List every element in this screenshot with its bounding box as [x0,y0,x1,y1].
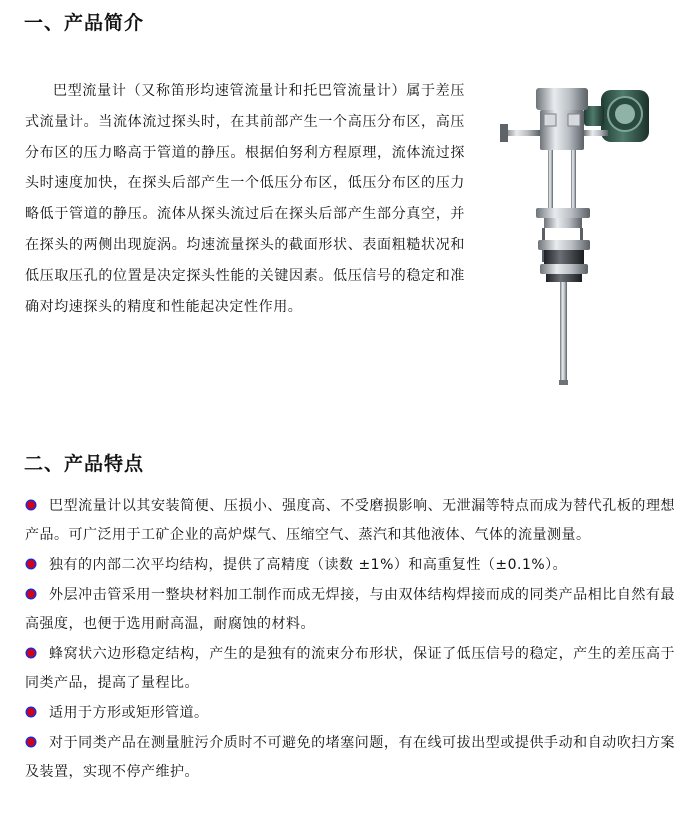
bullet-dot-icon [27,501,35,509]
section-title-features: 二、产品特点 [24,453,145,475]
feature-text: 独有的内部二次平均结构，提供了高精度（读数 ±1%）和高重复性（±0.1%）。 [49,557,568,573]
feature-item [25,640,675,698]
flowmeter-product-image [498,84,658,389]
feature-text: 对于同类产品在测量脏污介质时不可避免的堵塞问题，有在线可拔出型或提供手动和自动吹扫方案及装置，实现不停产维护。 [25,735,675,780]
feature-item [25,581,675,639]
bullet-dot-icon [27,649,35,657]
feature-item [25,551,675,580]
bullet-dot-icon [27,708,35,716]
feature-text: 蜂窝状六边形稳定结构，产生的是独有的流束分布形状，保证了低压信号的稳定，产生的差压高于同类产品，提高了量程比。 [25,646,675,691]
feature-list [25,492,675,788]
bullet-dot-icon [27,590,35,598]
feature-text: 巴型流量计以其安装简便、压损小、强度高、不受磨损影响、无泄漏等特点而成为替代孔板的理想产品。可广泛用于工矿企业的高炉煤气、压缩空气、蒸汽和其他液体、气体的流量测量。 [25,498,675,543]
feature-item [25,729,675,787]
intro-paragraph: 巴型流量计（又称笛形均速管流量计和托巴管流量计）属于差压式流量计。当流体流过探头时，在其前部产生一个高压分布区，高压分布区的压力略高于管道的静压。根据伯努利方程原理，流体流过探头时速度加快，在探头后部产生一个低压分布区，低压分布区的压力略低于管道的静压。流体从探头流过后在探头后部产生部分真空，并在探头的两侧出现旋涡。均速流量探头的截面形状、表面粗糙状况和低压取压孔的位置是决定探头性能的关键因素。低压信号的稳定和准确对均速探头的精度和性能起决定性作用。 [25,83,465,315]
feature-text: 外层冲击管采用一整块材料加工制作而成无焊接，与由双体结构焊接而成的同类产品相比自然有最高强度，也便于选用耐高温，耐腐蚀的材料。 [25,587,675,632]
bullet-dot-icon [27,738,35,746]
feature-item [25,492,675,550]
section-title-intro: 一、产品简介 [24,12,145,34]
feature-text: 适用于方形或矩形管道。 [49,705,209,721]
feature-item [25,699,675,728]
bullet-dot-icon [27,560,35,568]
